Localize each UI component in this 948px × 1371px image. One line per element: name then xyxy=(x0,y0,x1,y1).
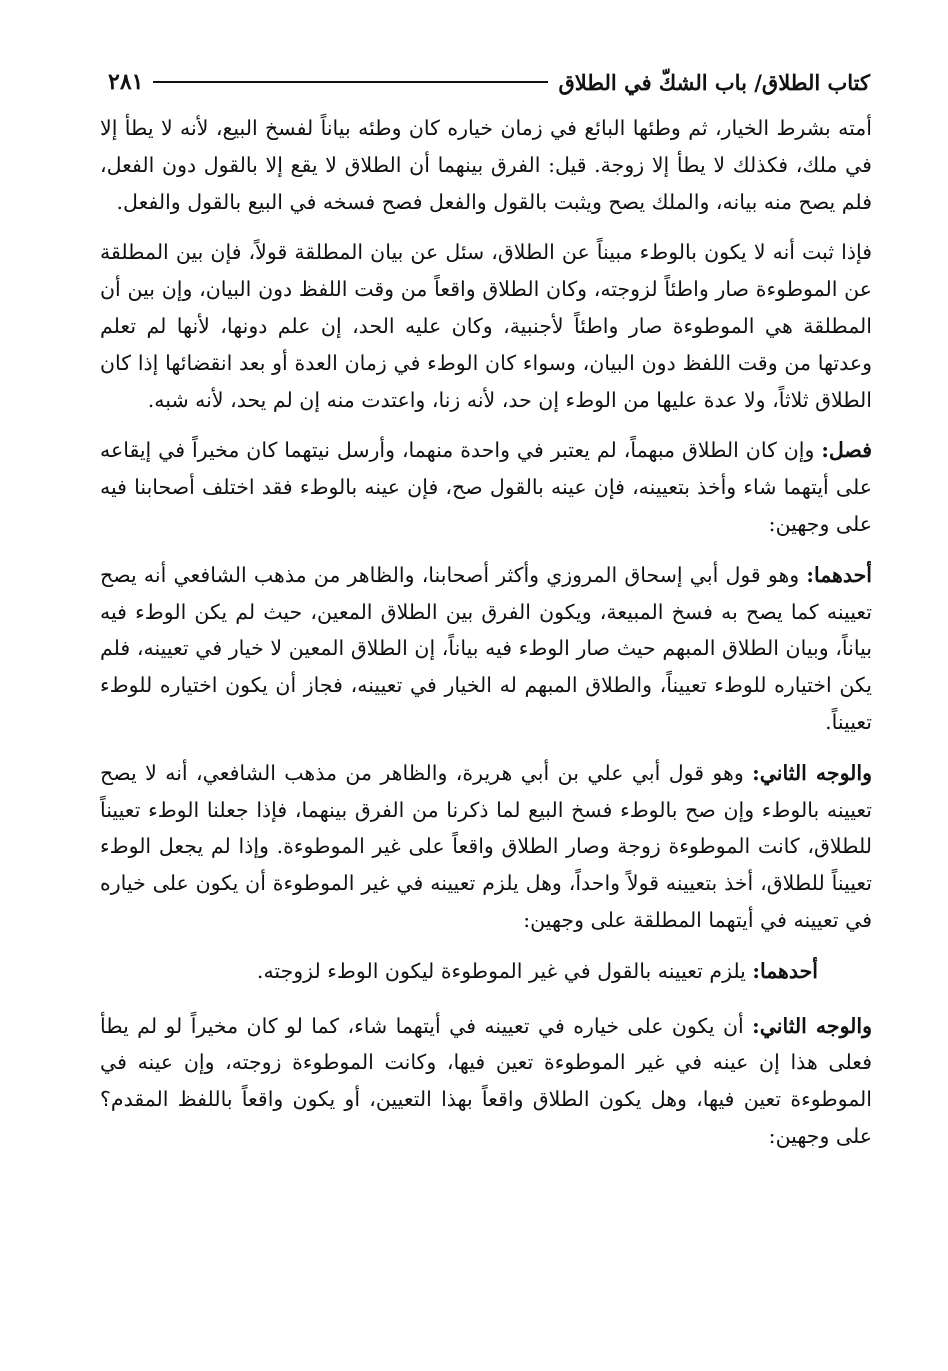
paragraph-text: فإذا ثبت أنه لا يكون بالوطء مبيناً عن الطلاق، سئل عن بيان المطلقة قولاً، فإن بين المطلقة عن الموطوءة صار واطئاً لزوجته، وكان الطلاق واقعاً من وقت اللفظ دون البيان، وإن بين أن المطلقة هي الموطوءة صار واطئاً لأجنبية، وكان عليه الحد، إن علم دونها، لأنها لم تعلم وعدتها من وقت اللفظ دون البيان، وسواء كان الوطء في زمان العدة أو بعد انقضائها إذا كان الطلاق ثلاثاً، ولا عدة عليها من الوطء إن حد، لأنه زنا، واعتدت منه إن لم يحد، لأنه شبه. xyxy=(100,240,872,412)
page-body xyxy=(100,110,872,1169)
paragraph-text: وهو قول أبي إسحاق المروزي وأكثر أصحابنا، والظاهر من مذهب الشافعي أنه يصح تعيينه كما يصح به فسخ المبيعة، ويكون الفرق بين الطلاق المعين، حيث لم يكن الوطء فيه بياناً، وبيان الطلاق المبهم حيث صار الوطء فيه بياناً، إن الطلاق المعين لا خيار في تعيينه، فلم يكن اختياره للوطء تعييناً، والطلاق المبهم له الخيار في تعيينه، فجاز أن يكون اختياره للوطء تعييناً. xyxy=(100,562,872,734)
paragraph-lead: أحدهما: xyxy=(752,958,818,983)
paragraph-2 xyxy=(100,234,872,418)
paragraph-4 xyxy=(100,557,872,741)
paragraph-text: أن يكون على خياره في تعيينه في أيتهما شاء، كما لو كان مخيراً لو لم يطأ فعلى هذا إن عينه في غير الموطوءة تعين فيها، وكانت الموطوءة زوجته، وإن عينه في الموطوءة تعين فيها، وهل يكون الطلاق واقعاً بهذا التعيين، أو يكون واقعاً باللفظ المقدم؟ على وجهين: xyxy=(100,1013,872,1148)
paragraph-3 xyxy=(100,432,872,542)
paragraph-lead: أحدهما: xyxy=(806,562,872,587)
paragraph-lead: فصل: xyxy=(821,438,872,463)
paragraph-text: أمته بشرط الخيار، ثم وطئها البائع في زمان خياره كان وطئه بياناً لفسخ البيع، لأنه لا يطأ إلا في ملك، فكذلك لا يطأ إلا زوجة. قيل: الفرق بينهما أن الطلاق لا يقع إلا بالقول دون الفعل، فلم يصح منه بيانه، والملك يصح ويثبت بالقول والفعل فصح فسخه في البيع بالقول والفعل. xyxy=(100,116,872,214)
paragraph-5 xyxy=(100,755,872,939)
paragraph-text: يلزم تعيينه بالقول في غير الموطوءة ليكون الوطء لزوجته. xyxy=(256,958,753,983)
paragraph-text: وهو قول أبي علي بن أبي هريرة، والظاهر من مذهب الشافعي، أنه لا يصح تعيينه بالوطء وإن صح بالوطء فسخ البيع لما ذكرنا من الفرق بينهما، فإذا جعلنا الوطء تعييناً للطلاق، كانت الموطوءة زوجة وصار الطلاق واقعاً على غير الموطوءة. وإذا لم يجعل الوطء تعييناً للطلاق، أخذ بتعيينه قولاً واحداً، وهل يلزم تعيينه في غير الموطوءة أن يكون على خياره في تعيينه في أيتهما المطلقة على وجهين: xyxy=(100,760,872,932)
running-title: كتاب الطلاق/ باب الشكّ في الطلاق xyxy=(558,69,870,95)
paragraph-lead: والوجه الثاني: xyxy=(752,1013,872,1038)
header-rule xyxy=(153,81,548,83)
page-header xyxy=(108,64,870,100)
paragraph-7 xyxy=(100,1008,872,1155)
paragraph-1 xyxy=(100,110,872,220)
paragraph-lead: والوجه الثاني: xyxy=(752,760,872,785)
paragraph-6 xyxy=(100,953,872,990)
page-number: ٢٨١ xyxy=(108,69,144,95)
paragraph-text: وإن كان الطلاق مبهماً، لم يعتبر في واحدة منهما، وأرسل نيتهما كان مخيراً في إيقاعه على أيتهما شاء وأخذ بتعيينه، فإن عينه بالقول صح، فإن عينه بالوطء فقد اختلف أصحابنا فيه على وجهين: xyxy=(100,438,872,536)
